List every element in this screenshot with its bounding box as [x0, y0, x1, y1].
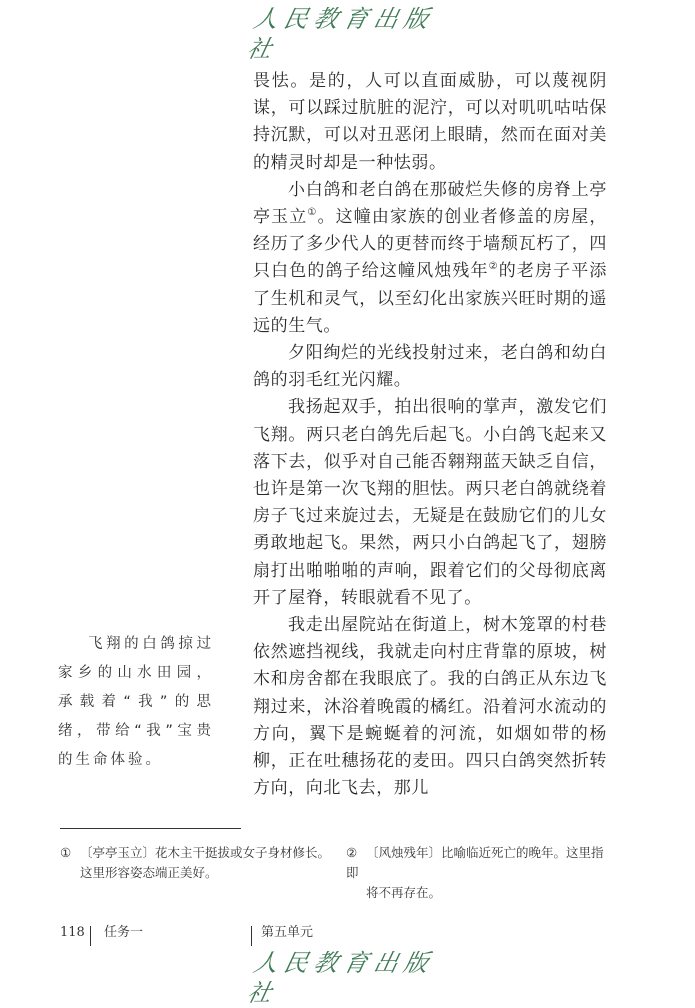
paragraph-1: 畏怯。是的，人可以直面威胁，可以蔑视阴谋，可以踩过肮脏的泥泞，可以对叽叽咕咕保持沉默，可以对丑恶闭上眼睛，然而在面对美的精灵时却是一种怯弱。: [253, 71, 607, 173]
footnote-1: [60, 843, 340, 883]
main-text: [253, 68, 607, 802]
footnote-1-line1: 花木主干挺拔或女子身材修长。: [155, 845, 331, 860]
footnote-divider: [60, 828, 241, 829]
paragraph-4: 我扬起双手，拍出很响的掌声，激发它们飞翔。两只老白鸽先后起飞。小白鸽飞起来又落下去，似乎对自己能否翱翔蓝天缺乏自信，也许是第一次飞翔的胆怯。两只老白鸽就绕着房子飞过来旋过去，无疑是在鼓励它们的儿女勇敢地起飞。果然，两只小白鸽起飞了，翅膀扇打出啪啪啪的声响，跟着它们的父母彻底离开了屋脊，转眼就看不见了。: [253, 397, 607, 608]
footnote-ref-1[interactable]: ①: [307, 207, 318, 219]
publisher-logo-top: 人民教育出版社: [244, 5, 437, 63]
paragraph-2-part3: 的老房子平添了生机和灵气，以至幻化出家族兴旺时期的遥远的生气。: [253, 261, 607, 336]
footnote-2-marker: ②: [346, 845, 358, 860]
footnote-1-line2: 这里形容姿态端正美好。: [80, 865, 218, 880]
page-number: 118: [60, 925, 85, 940]
publisher-logo-bottom: 人民教育出版社: [244, 949, 437, 1007]
paragraph-5: 我走出屋院站在街道上，树木笼罩的村巷依然遮挡视线，我就走向村庄背靠的原坡，树木和房舍都在我眼底了。我的白鸽正从东边飞翔过来，沐浴着晚霞的橘红。沿着河水流动的方向，翼下是蜿蜒着的河流，如烟如带的杨柳，正在吐穗扬花的麦田。四只白鸽突然折转方向，向北飞去，那儿: [253, 615, 607, 799]
footnote-2: [346, 843, 616, 903]
task-label: 任务一: [104, 925, 144, 940]
footer-separator-right: [251, 926, 252, 946]
footnote-2-line2: 将不再存在。: [366, 885, 442, 900]
footnote-2-line1: 比喻临近死亡的晚年。这里指即: [346, 845, 604, 880]
side-note: [58, 630, 214, 775]
unit-label: 第五单元: [261, 925, 314, 940]
side-note-text: 飞翔的白鸽掠过家乡的山水田园，承载着“我”的思绪，带给“我”宝贵的生命体验。: [58, 636, 214, 768]
footnote-ref-2[interactable]: ②: [488, 261, 499, 273]
footnote-1-term: 〔亭亭玉立〕: [80, 845, 156, 860]
paragraph-3: 夕阳绚烂的光线投射过来，老白鸽和幼白鸽的羽毛红光闪耀。: [253, 343, 607, 391]
footnote-2-term: 〔风烛残年〕: [366, 845, 442, 860]
footer-separator-left: [90, 926, 91, 946]
paragraph-2-part1: 小白鸽和老白鸽在那破烂失修的房脊上亭亭玉立: [253, 179, 607, 228]
paragraph-2: [253, 177, 607, 340]
footnote-1-marker: ①: [60, 845, 72, 860]
paragraph-2-part2: 。这幢由家族的创业者修盖的房屋，经历了多少代人的更替而终于墙颓瓦朽了，四只白色的鸽子给这幢风烛残年: [253, 207, 607, 282]
